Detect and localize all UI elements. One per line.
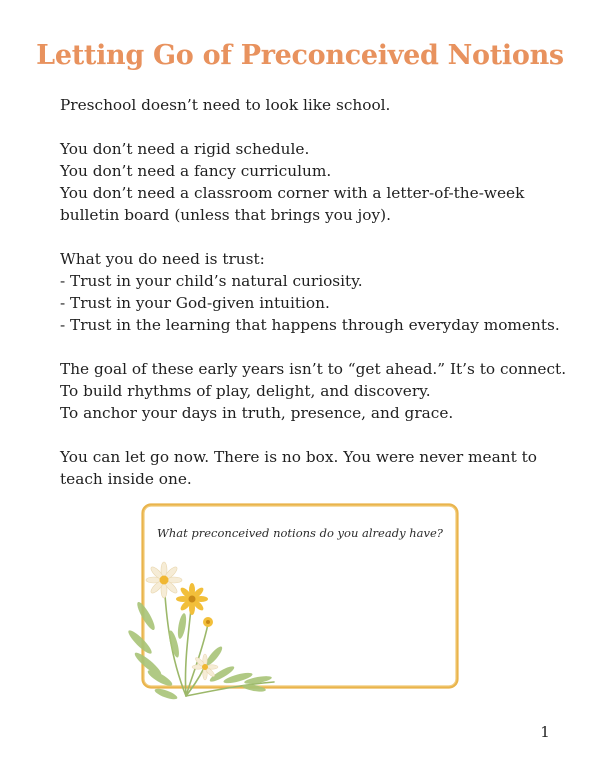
paragraph-intro [60,94,560,116]
yellow-bud [203,617,213,627]
paragraph-let-go [60,446,560,490]
text-line: You can let go now. There is no box. You were never meant to [60,448,537,466]
page-title: Letting Go of Preconceived Notions [36,40,564,71]
text-line: You don’t need a fancy curriculum. [60,162,332,180]
flower-illustration [126,556,286,706]
text-line: Preschool doesn’t need to look like school. [60,96,391,114]
text-line: What you do need is trust: [60,250,265,268]
body-text [60,94,567,512]
text-line: teach inside one. [60,470,192,488]
text-line: You don’t need a classroom corner with a letter-of-the-week [60,184,525,202]
text-line: To build rhythms of play, delight, and discovery. [60,382,431,400]
list-item: - Trust in the learning that happens through everyday moments. [60,316,560,334]
paragraph-trust [60,248,560,336]
white-daisy [146,562,182,598]
text-line: The goal of these early years isn’t to “get ahead.” It’s to connect. [60,360,567,378]
page-number: 1 [540,723,550,741]
text-line: bulletin board (unless that brings you joy). [60,206,391,224]
paragraph-goal [60,358,567,424]
reflection-prompt: What preconceived notions do you already have? [157,526,443,540]
text-line: You don’t need a rigid schedule. [60,140,310,158]
list-item: - Trust in your child’s natural curiosity. [60,272,363,290]
text-line: To anchor your days in truth, presence, and grace. [60,404,454,422]
list-item: - Trust in your God-given intuition. [60,294,330,312]
yellow-flower [176,583,208,615]
paragraph-dont-need [60,138,560,226]
